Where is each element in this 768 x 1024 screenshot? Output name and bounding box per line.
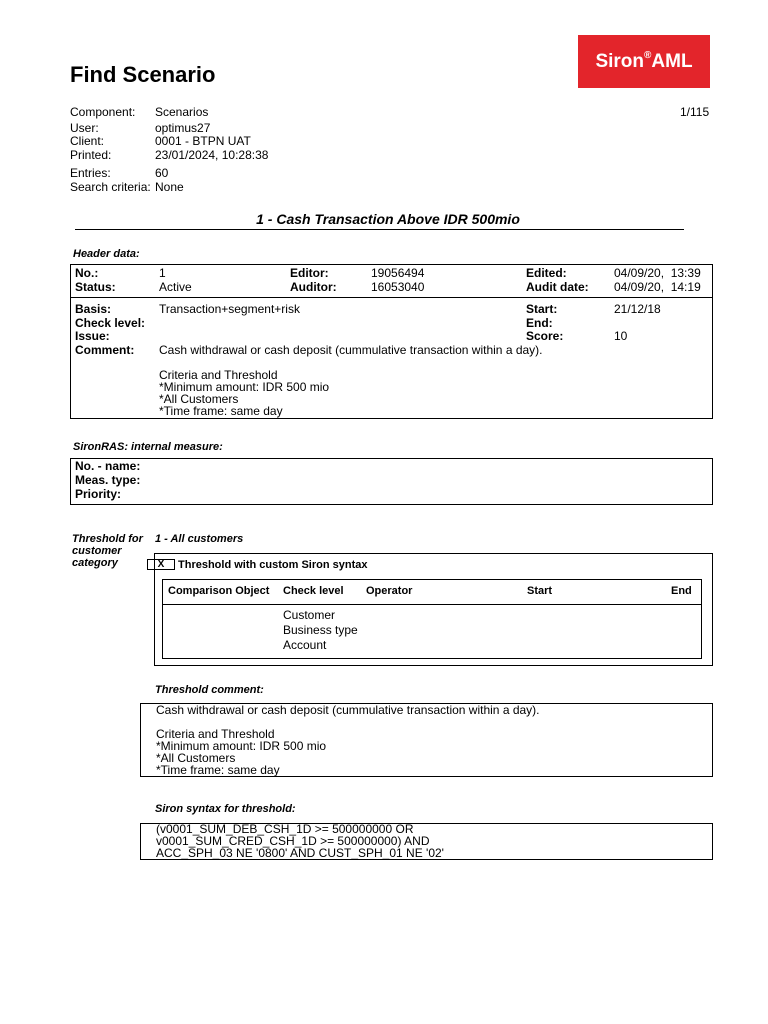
- status-label: Status:: [75, 280, 116, 294]
- comment-line: Criteria and Threshold: [159, 368, 278, 382]
- basis-label: Basis:: [75, 302, 112, 316]
- threshold-category: 1 - All customers: [155, 533, 244, 545]
- priority-label: Priority:: [75, 487, 122, 501]
- column-header-comparison-object: Comparison Object: [168, 585, 270, 597]
- client-label: Client:: [70, 134, 105, 148]
- editor-label: Editor:: [290, 266, 329, 280]
- search-criteria-value: None: [155, 180, 184, 194]
- header-data-label: Header data:: [73, 248, 140, 260]
- issue-label: Issue:: [75, 329, 110, 343]
- check-level-item: Account: [283, 638, 327, 652]
- threshold-table-header-divider: [162, 604, 702, 605]
- status-value: Active: [159, 280, 192, 294]
- page-indicator: 1/115: [680, 105, 710, 119]
- component-label: Component:: [70, 105, 136, 119]
- comment-line: Cash withdrawal or cash deposit (cummulative transaction within a day).: [159, 343, 543, 357]
- no-name-label: No. - name:: [75, 459, 141, 473]
- check-level-item: Customer: [283, 608, 336, 622]
- threshold-comment-line: *Minimum amount: IDR 500 mio: [156, 739, 327, 753]
- no-value: 1: [159, 266, 166, 280]
- entries-value: 60: [155, 166, 169, 180]
- heading-underline: [75, 229, 684, 230]
- comment-line: *All Customers: [159, 392, 239, 406]
- entries-label: Entries:: [70, 166, 111, 180]
- threshold-side-label: Threshold for: [72, 533, 143, 545]
- threshold-comment-line: Criteria and Threshold: [156, 727, 275, 741]
- score-label: Score:: [526, 329, 564, 343]
- check-level-item: Business type: [283, 623, 358, 637]
- syntax-line: (v0001_SUM_DEB_CSH_1D >= 500000000 OR: [156, 822, 414, 836]
- logo-text: Siron: [595, 50, 645, 72]
- syntax-line: ACC_SPH_03 NE '0800' AND CUST_SPH_01 NE '02': [156, 846, 444, 860]
- scenario-heading: 1 - Cash Transaction Above IDR 500mio: [256, 211, 520, 227]
- auditor-value: 16053040: [371, 280, 425, 294]
- page-title: Find Scenario: [70, 62, 216, 87]
- end-label: End:: [526, 316, 553, 330]
- threshold-comment-line: Cash withdrawal or cash deposit (cummulative transaction within a day).: [156, 703, 540, 717]
- search-criteria-label: Search criteria:: [70, 180, 151, 194]
- column-header-end: End: [671, 585, 692, 597]
- audit-date-value: 04/09/20, 14:19: [614, 280, 701, 294]
- basis-value: Transaction+segment+risk: [159, 302, 300, 316]
- comment-line: *Minimum amount: IDR 500 mio: [159, 380, 330, 394]
- editor-value: 19056494: [371, 266, 425, 280]
- user-label: User:: [70, 121, 99, 135]
- syntax-line: v0001_SUM_CRED_CSH_1D >= 500000000) AND: [156, 834, 430, 848]
- column-header-operator: Operator: [366, 585, 413, 597]
- client-value: 0001 - BTPN UAT: [155, 134, 251, 148]
- meas-type-label: Meas. type:: [75, 473, 141, 487]
- component-value: Scenarios: [155, 105, 209, 119]
- logo-registered-mark: ®: [644, 50, 652, 61]
- custom-syntax-label: Threshold with custom Siron syntax: [178, 559, 368, 571]
- custom-syntax-checkbox[interactable]: X: [147, 559, 175, 570]
- threshold-side-label: customer: [72, 545, 122, 557]
- column-header-start: Start: [527, 585, 553, 597]
- logo-suffix: AML: [651, 50, 693, 72]
- auditor-label: Auditor:: [290, 280, 337, 294]
- printed-label: Printed:: [70, 148, 112, 162]
- check-level-label: Check level:: [75, 316, 146, 330]
- sironras-box: [70, 458, 713, 505]
- audit-date-label: Audit date:: [526, 280, 589, 294]
- header-data-divider: [70, 297, 713, 298]
- start-value: 21/12/18: [614, 302, 661, 316]
- threshold-comment-label: Threshold comment:: [155, 684, 264, 696]
- no-label: No.:: [75, 266, 99, 280]
- threshold-comment-line: *Time frame: same day: [156, 763, 280, 777]
- sironras-label: SironRAS: internal measure:: [73, 441, 223, 453]
- siron-aml-logo: [578, 35, 710, 88]
- comment-label: Comment:: [75, 343, 135, 357]
- syntax-label: Siron syntax for threshold:: [155, 803, 296, 815]
- edited-value: 04/09/20, 13:39: [614, 266, 701, 280]
- user-value: optimus27: [155, 121, 211, 135]
- printed-value: 23/01/2024, 10:28:38: [155, 148, 269, 162]
- threshold-comment-line: *All Customers: [156, 751, 236, 765]
- edited-label: Edited:: [526, 266, 567, 280]
- column-header-check-level: Check level: [283, 585, 344, 597]
- threshold-side-label: category: [72, 557, 118, 569]
- score-value: 10: [614, 329, 628, 343]
- comment-line: *Time frame: same day: [159, 404, 283, 418]
- start-label: Start:: [526, 302, 558, 316]
